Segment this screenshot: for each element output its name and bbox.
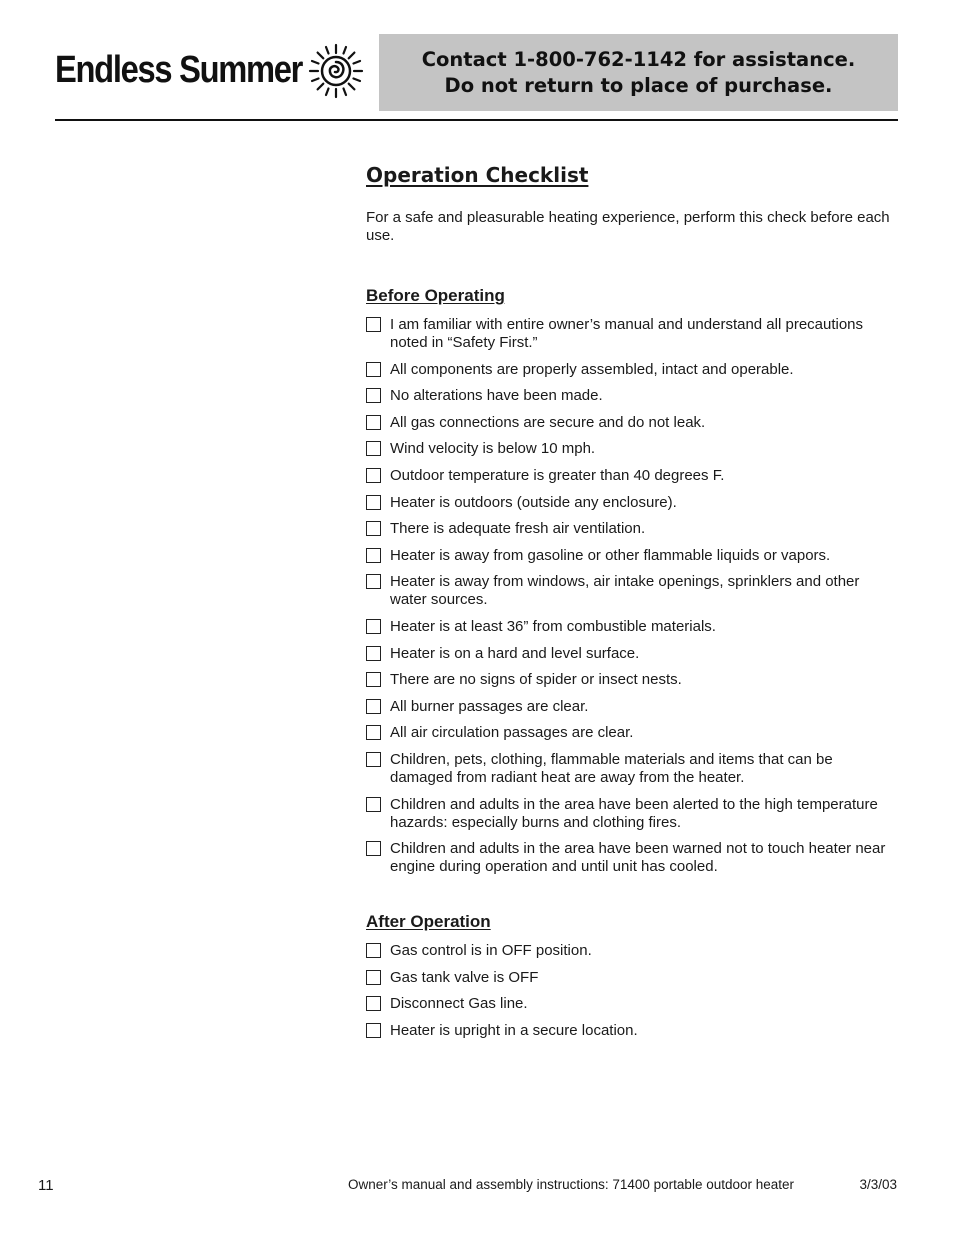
- page-number: 11: [38, 1177, 54, 1194]
- operation-checklist: [366, 160, 896, 1040]
- checkbox[interactable]: [366, 970, 381, 985]
- checklist-item-label: All air circulation passages are clear.: [390, 724, 634, 742]
- checklist-item: [366, 467, 896, 485]
- checklist-item-label: Disconnect Gas line.: [390, 995, 528, 1013]
- checklist-item: [366, 618, 896, 636]
- checklist-item-label: All components are properly assembled, intact and operable.: [390, 360, 794, 378]
- checklist-item: [366, 796, 896, 832]
- checkbox[interactable]: [366, 548, 381, 563]
- intro-text: For a safe and pleasurable heating experience, perform this check before each use.: [366, 209, 890, 244]
- checklist-item: [366, 942, 896, 960]
- before-operating-list: [366, 316, 896, 876]
- checkbox[interactable]: [366, 646, 381, 661]
- contact-return-line: Do not return to place of purchase.: [444, 73, 833, 97]
- checklist-item: [366, 520, 896, 538]
- checklist-item-label: Heater is at least 36” from combustible materials.: [390, 617, 716, 635]
- after-operation-heading: After Operation: [366, 912, 491, 932]
- checkbox[interactable]: [366, 521, 381, 536]
- checkbox[interactable]: [366, 797, 381, 812]
- footer-document-title: Owner’s manual and assembly instructions: 71400 portable outdoor heater: [348, 1177, 795, 1192]
- brand-logo: [55, 42, 342, 98]
- before-operating-heading: Before Operating: [366, 286, 505, 305]
- checkbox[interactable]: [366, 725, 381, 740]
- checklist-item: [366, 440, 896, 458]
- checklist-item-label: Outdoor temperature is greater than 40 degrees F.: [390, 466, 725, 484]
- checklist-item-label: Wind velocity is below 10 mph.: [390, 440, 596, 458]
- checklist-item: [366, 361, 896, 379]
- checklist-item: [366, 414, 896, 432]
- checklist-item-label: Children and adults in the area have been warned not to touch heater near engine during operation and until unit has cooled.: [390, 840, 886, 876]
- checkbox[interactable]: [366, 943, 381, 958]
- checkbox[interactable]: [366, 495, 381, 510]
- checkbox[interactable]: [366, 619, 381, 634]
- checklist-item-label: Heater is away from windows, air intake openings, sprinklers and other water sources.: [390, 573, 860, 609]
- checklist-item: [366, 724, 896, 742]
- checklist-item-label: No alterations have been made.: [390, 387, 603, 405]
- checkbox[interactable]: [366, 1023, 381, 1038]
- checklist-item-label: Gas control is in OFF position.: [390, 942, 592, 960]
- checklist-item: [366, 671, 896, 689]
- checklist-item: [366, 698, 896, 716]
- checkbox[interactable]: [366, 362, 381, 377]
- checkbox[interactable]: [366, 317, 381, 332]
- checklist-item: [366, 547, 896, 565]
- checklist-item-label: There are no signs of spider or insect nests.: [390, 671, 682, 689]
- checklist-item-label: I am familiar with entire owner’s manual and understand all precautions noted in “Safety First.”: [390, 316, 864, 351]
- logo-text: Endless Summer: [55, 48, 303, 91]
- checklist-item: [366, 840, 896, 876]
- checkbox[interactable]: [366, 841, 381, 856]
- checkbox[interactable]: [366, 699, 381, 714]
- checklist-item-label: There is adequate fresh air ventilation.: [390, 520, 646, 538]
- contact-banner: [379, 34, 898, 111]
- contact-phone-line: Contact 1-800-762-1142 for assistance.: [421, 47, 856, 71]
- header-divider: [55, 119, 898, 121]
- checklist-item-label: Children, pets, clothing, flammable materials and items that can be damaged from radiant heat are away from the heater.: [390, 750, 833, 786]
- sun-icon: [307, 42, 365, 100]
- checklist-item-label: Heater is away from gasoline or other flammable liquids or vapors.: [390, 546, 831, 564]
- checklist-item: [366, 995, 896, 1013]
- checklist-item-label: Heater is on a hard and level surface.: [390, 644, 640, 662]
- checklist-item: [366, 969, 896, 987]
- checklist-item: [366, 316, 896, 352]
- page-title: Operation Checklist: [366, 163, 589, 187]
- after-operation-list: [366, 942, 896, 1040]
- checkbox[interactable]: [366, 996, 381, 1011]
- checkbox[interactable]: [366, 441, 381, 456]
- footer-date: 3/3/03: [859, 1177, 897, 1192]
- checklist-item: [366, 573, 896, 609]
- checkbox[interactable]: [366, 388, 381, 403]
- checklist-item: [366, 494, 896, 512]
- checklist-item: [366, 645, 896, 663]
- checklist-item-label: All burner passages are clear.: [390, 697, 589, 715]
- checklist-item: [366, 751, 896, 787]
- checkbox[interactable]: [366, 415, 381, 430]
- checkbox[interactable]: [366, 752, 381, 767]
- checkbox[interactable]: [366, 672, 381, 687]
- checklist-item-label: Gas tank valve is OFF: [390, 968, 539, 986]
- checklist-item-label: Heater is upright in a secure location.: [390, 1022, 638, 1040]
- checklist-item: [366, 1022, 896, 1040]
- checkbox[interactable]: [366, 468, 381, 483]
- checklist-item: [366, 387, 896, 405]
- checklist-item-label: All gas connections are secure and do not leak.: [390, 413, 706, 431]
- checkbox[interactable]: [366, 574, 381, 589]
- checklist-item-label: Heater is outdoors (outside any enclosure).: [390, 493, 677, 511]
- checklist-item-label: Children and adults in the area have been alerted to the high temperature hazards: especially burns and clothing fires.: [390, 795, 878, 831]
